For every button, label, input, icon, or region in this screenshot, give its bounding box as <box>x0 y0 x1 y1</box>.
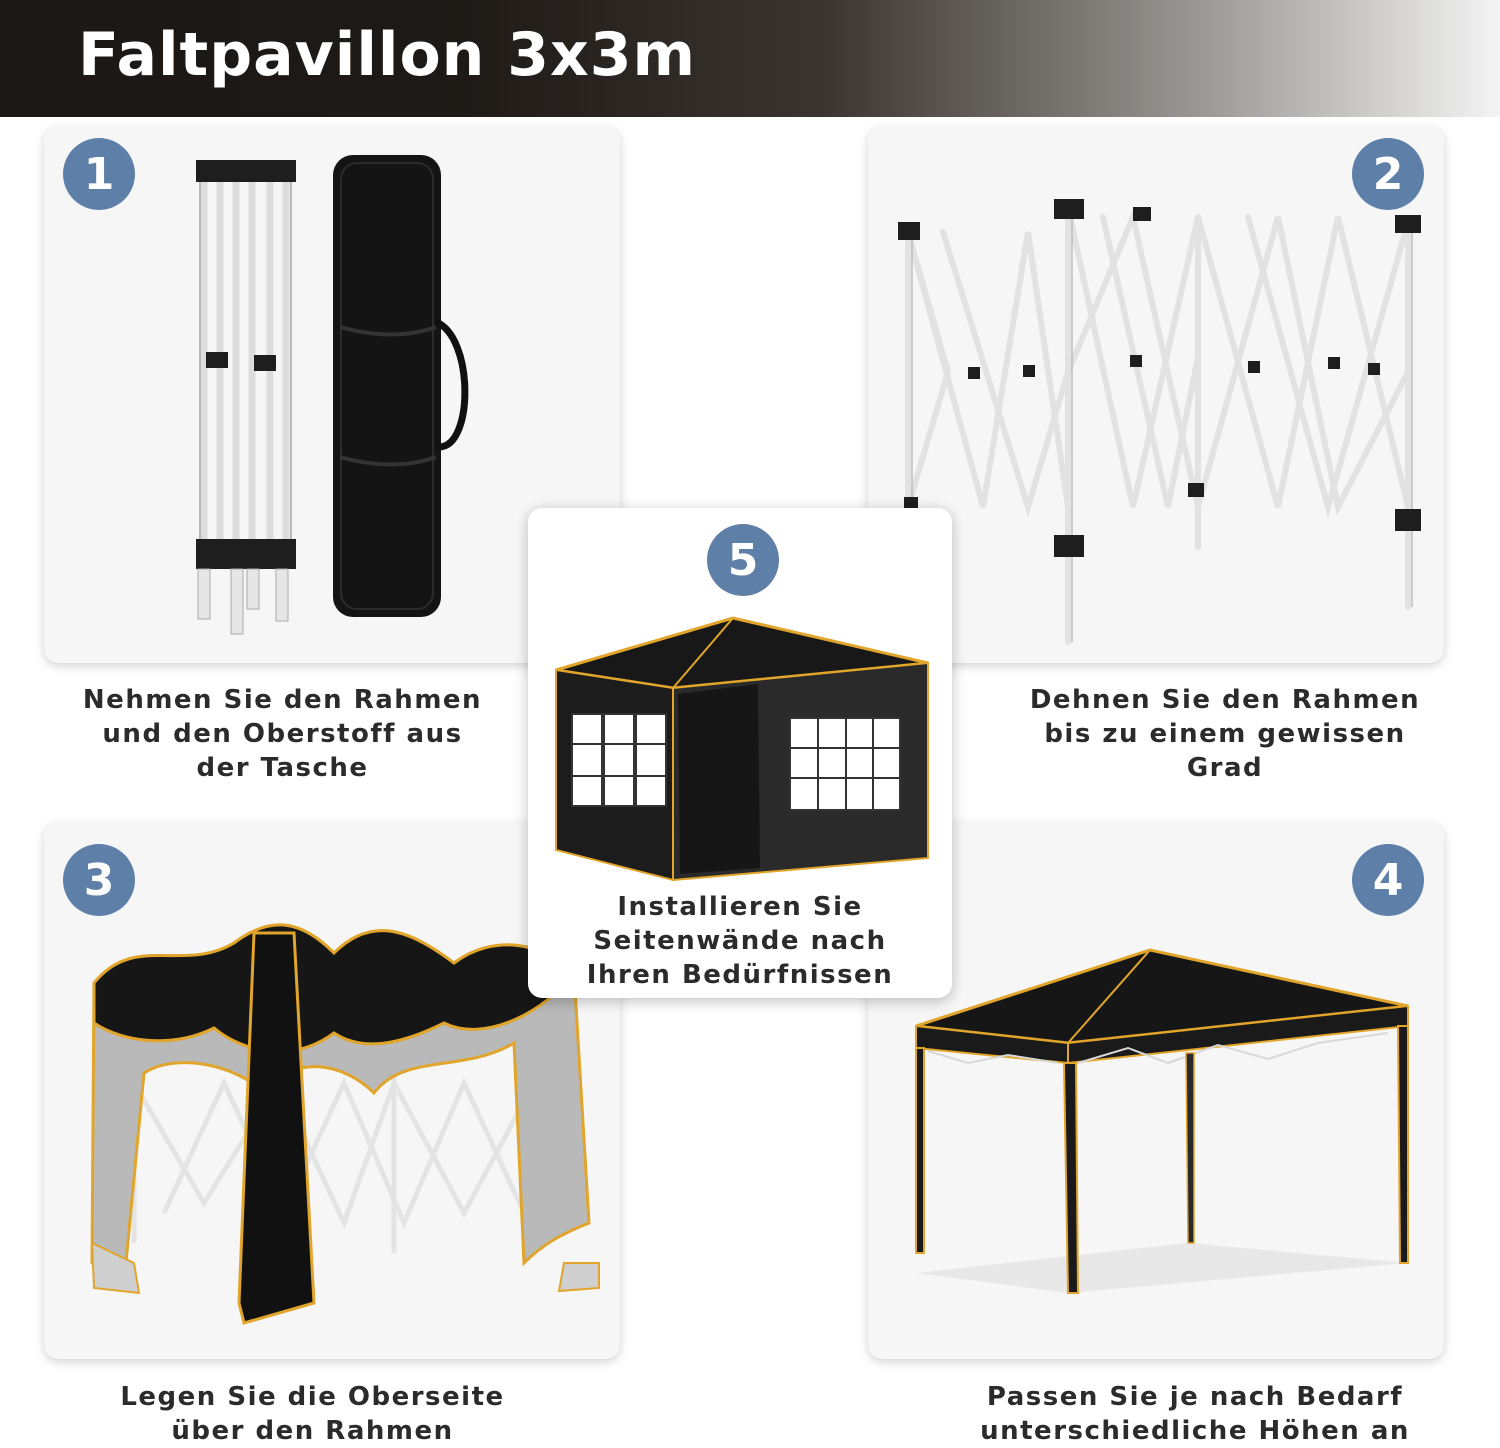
step-4-badge: 4 <box>1352 844 1424 916</box>
step-5-caption: Installieren Sie Seitenwände nach Ihren Bedürfnissen <box>586 892 894 990</box>
expanded-frame-image <box>868 127 1444 663</box>
step-2-caption: Dehnen Sie den Rahmen bis zu einem gewissen Grad <box>1029 685 1421 783</box>
step-1-caption: Nehmen Sie den Rahmen und den Oberstoff aus der Tasche <box>82 685 483 783</box>
step-1-badge: 1 <box>63 138 135 210</box>
step-3-caption: Legen Sie die Oberseite über den Rahmen <box>120 1382 505 1446</box>
step-5-card <box>528 508 952 998</box>
title-banner <box>0 0 1500 117</box>
step-5-badge: 5 <box>707 524 779 596</box>
step-2-badge: 2 <box>1352 138 1424 210</box>
page-title: Faltpavillon 3x3m <box>78 20 696 90</box>
step-4-card <box>868 823 1444 1359</box>
step-2-card <box>868 127 1444 663</box>
step-4-caption: Passen Sie je nach Bedarf unterschiedliche Höhen an <box>980 1382 1410 1446</box>
assembled-tent-image <box>868 823 1444 1359</box>
step-3-badge: 3 <box>63 844 135 916</box>
